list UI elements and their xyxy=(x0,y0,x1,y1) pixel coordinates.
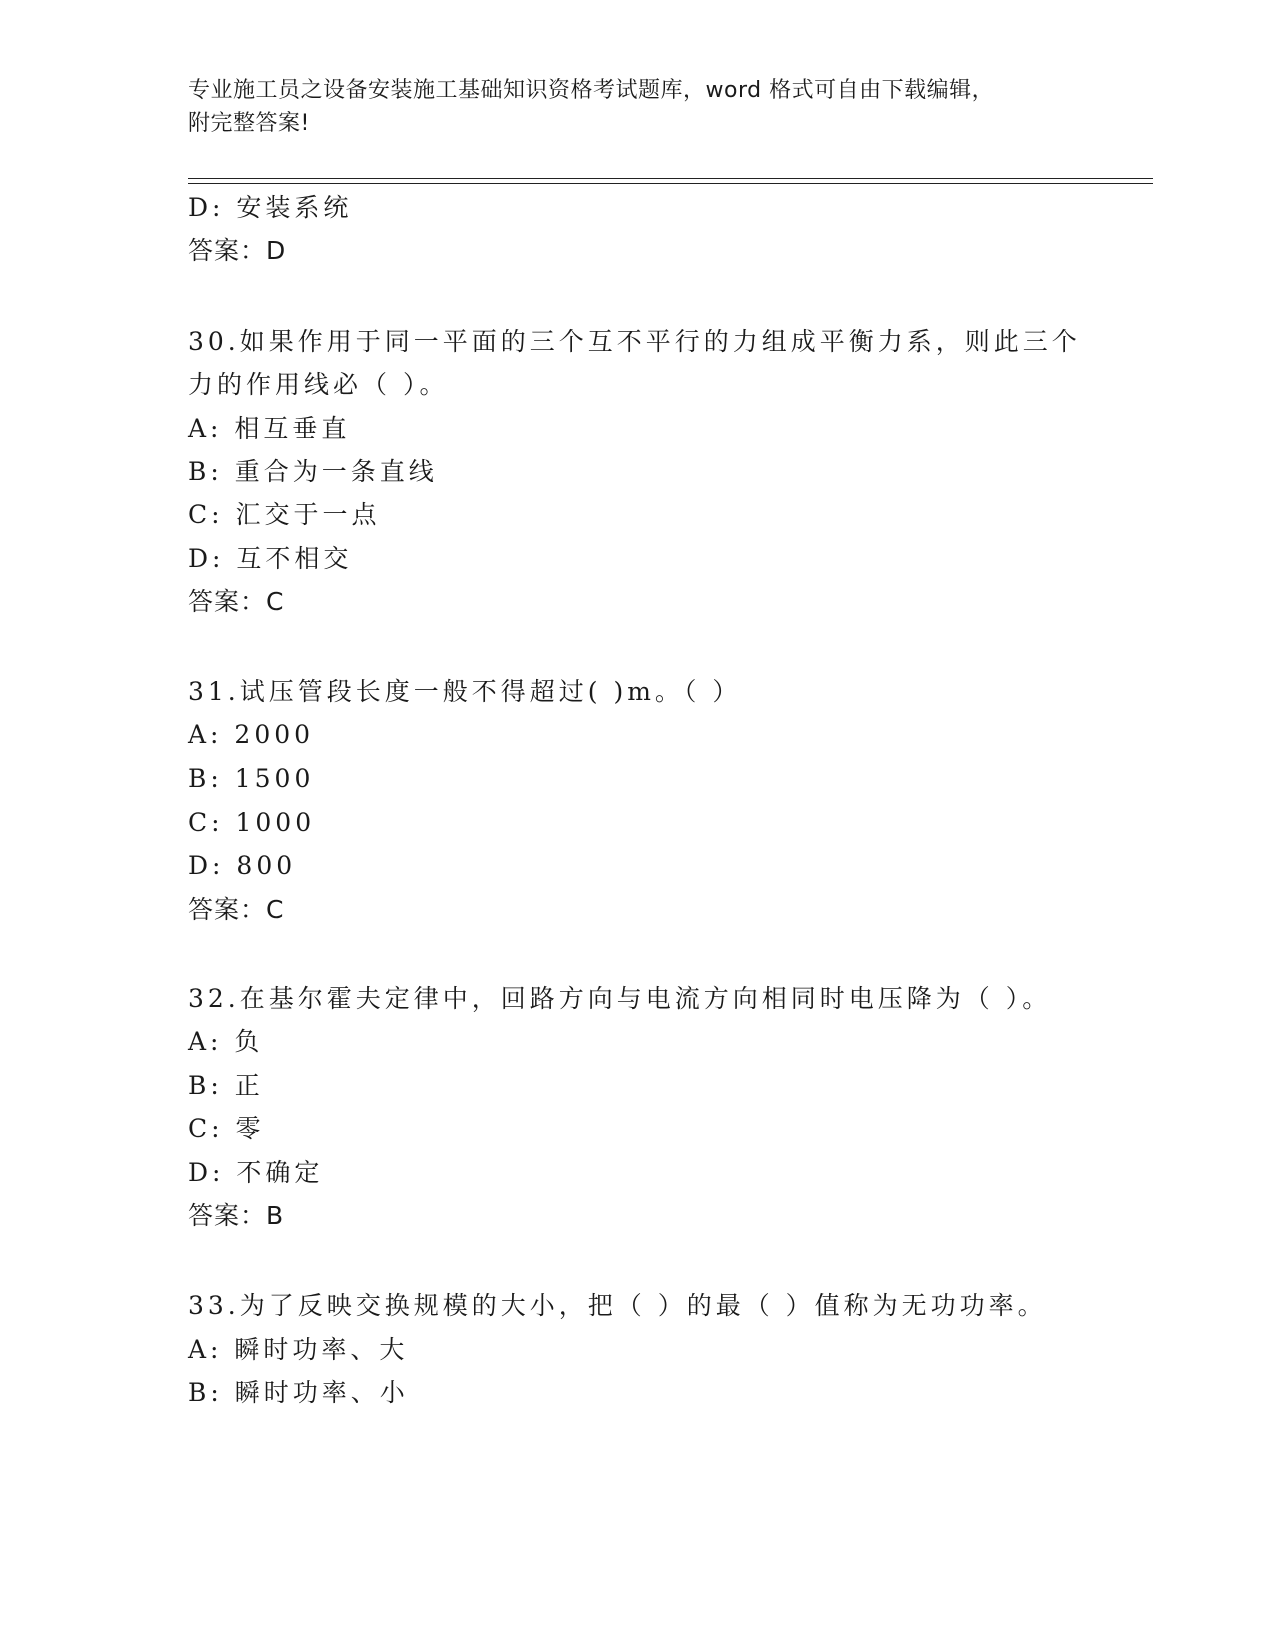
question-32-option-d: D: 不确定 xyxy=(188,1158,324,1187)
answer-label: 答案：D xyxy=(188,236,287,265)
question-33-option-b: B: 瞬时功率、小 xyxy=(188,1378,409,1407)
header-line-2: 附完整答案! xyxy=(188,111,310,136)
header-divider-top xyxy=(188,178,1153,179)
question-31-stem: 31.试压管段长度一般不得超过( )m。（ ） xyxy=(188,677,742,706)
header-divider-bottom xyxy=(188,183,1153,184)
question-31-option-a: A: 2000 xyxy=(188,720,315,749)
question-32-answer: 答案：B xyxy=(188,1201,285,1230)
question-30-stem-2: 力的作用线必（ ）。 xyxy=(188,370,449,399)
question-32-option-b: B: 正 xyxy=(188,1071,264,1100)
option-d: D: 安装系统 xyxy=(188,193,353,222)
question-30-answer: 答案：C xyxy=(188,587,285,616)
question-32-option-a: A: 负 xyxy=(188,1027,264,1056)
question-31-option-c: C: 1000 xyxy=(188,808,316,837)
question-30-option-a: A: 相互垂直 xyxy=(188,414,351,443)
question-30-option-c: C: 汇交于一点 xyxy=(188,500,381,529)
question-33-option-a: A: 瞬时功率、大 xyxy=(188,1335,409,1364)
question-30-option-b: B: 重合为一条直线 xyxy=(188,457,438,486)
question-32-stem: 32.在基尔霍夫定律中，回路方向与电流方向相同时电压降为（ ）。 xyxy=(188,984,1052,1013)
question-30-stem-1: 30.如果作用于同一平面的三个互不平行的力组成平衡力系，则此三个 xyxy=(188,327,1081,356)
question-31-option-b: B: 1500 xyxy=(188,764,315,793)
question-30-option-d: D: 互不相交 xyxy=(188,544,353,573)
document-header xyxy=(188,74,1088,140)
question-33-stem: 33.为了反映交换规模的大小，把（ ）的最（ ）值称为无功功率。 xyxy=(188,1291,1047,1320)
question-31-option-d: D: 800 xyxy=(188,851,297,880)
header-line-1: 专业施工员之设备安装施工基础知识资格考试题库，word 格式可自由下载编辑， xyxy=(188,78,995,103)
question-32-option-c: C: 零 xyxy=(188,1114,265,1143)
question-31-answer: 答案：C xyxy=(188,895,285,924)
